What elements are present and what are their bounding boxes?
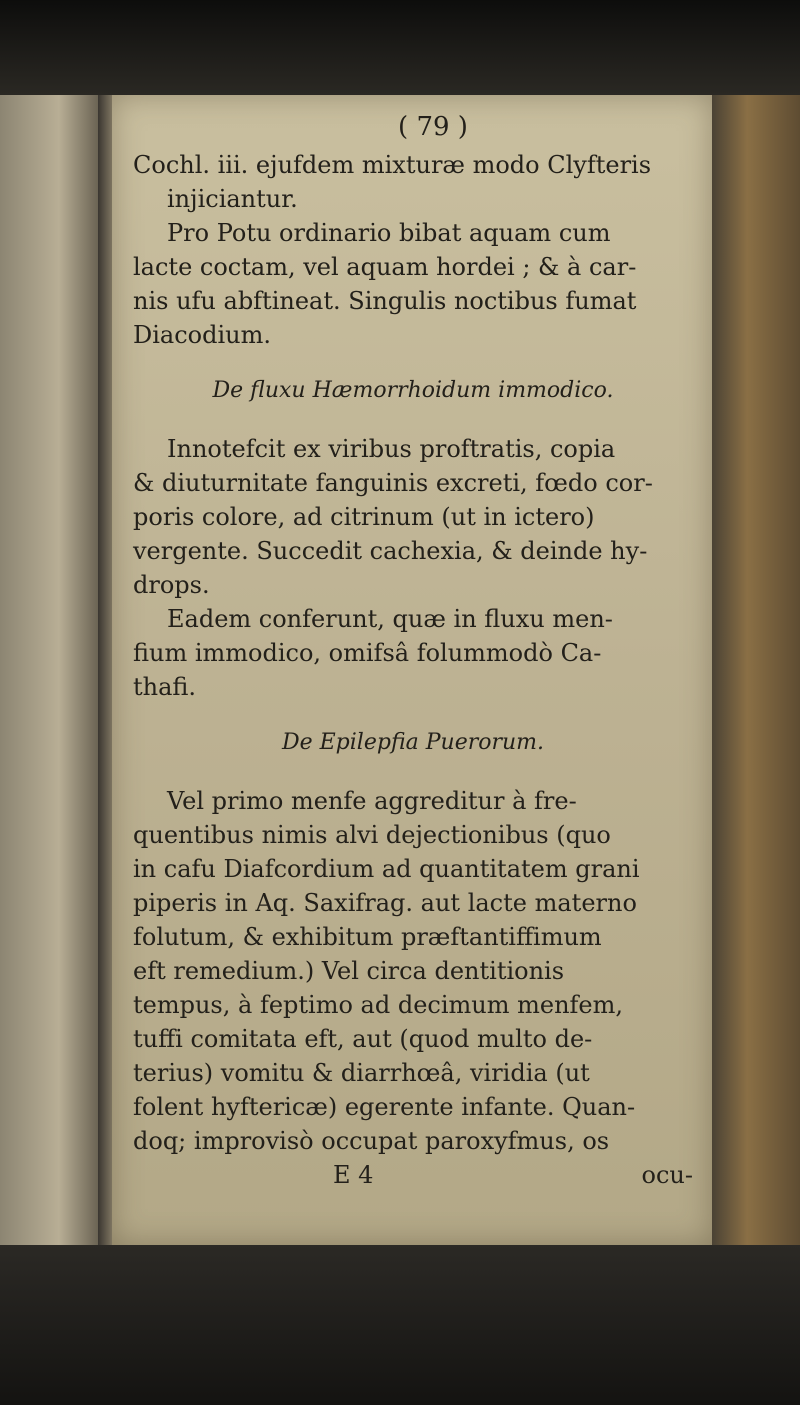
text-line: Cochl. iii. ejufdem mixturæ modo Clyfteris (133, 151, 652, 179)
book-gutter (98, 95, 112, 1245)
signature-mark: E 4 (333, 1161, 374, 1189)
facing-page-edge (0, 95, 98, 1245)
text-line: tempus, à feptimo ad decimum menfem, (133, 991, 624, 1019)
page-text-column (133, 110, 693, 1192)
text-line: Diacodium. (133, 321, 271, 349)
text-line: fium immodico, omifsâ folummodò Ca- (133, 639, 602, 667)
section-heading-hemorrhoids: De fluxu Hæmorrhoidum immodico. (212, 378, 614, 403)
text-line: Innotefcit ex viribus proftratis, copia (167, 435, 616, 463)
text-line: vergente. Succedit cachexia, & deinde hy- (133, 537, 648, 565)
text-line: Pro Potu ordinario bibat aquam cum (167, 219, 611, 247)
page-footer (133, 1158, 693, 1192)
page-fore-edge (712, 95, 800, 1245)
text-line: quentibus nimis alvi dejectionibus (quo (133, 821, 611, 849)
text-line: Eadem conferunt, quæ in fluxu men- (167, 605, 613, 633)
text-line: injiciantur. (167, 185, 298, 213)
text-line: tuffi comitata eft, aut (quod multo de- (133, 1025, 593, 1053)
section-2 (133, 432, 693, 704)
background-top (0, 0, 800, 95)
text-line: nis ufu abftineat. Singulis noctibus fumat (133, 287, 637, 315)
section-1 (133, 148, 693, 352)
text-line: terius) vomitu & diarrhœâ, viridia (ut (133, 1059, 590, 1087)
text-line: folutum, & exhibitum præftantiffimum (133, 923, 602, 951)
text-line: drops. (133, 571, 210, 599)
catchword: ocu- (641, 1161, 693, 1189)
text-line: eft remedium.) Vel circa dentitionis (133, 957, 565, 985)
section-heading-epilepsy: De Epilepfia Puerorum. (281, 730, 545, 755)
text-line: thafi. (133, 673, 197, 701)
text-line: Vel primo menfe aggreditur à fre- (167, 787, 577, 815)
text-line: piperis in Aq. Saxifrag. aut lacte materno (133, 889, 637, 917)
page-number: ( 79 ) (398, 112, 468, 142)
text-line: in cafu Diafcordium ad quantitatem grani (133, 855, 640, 883)
text-line: & diuturnitate fanguinis excreti, fœdo cor- (133, 469, 653, 497)
background-bottom (0, 1245, 800, 1405)
text-line: poris colore, ad citrinum (ut in ictero) (133, 503, 595, 531)
section-3 (133, 784, 693, 1158)
text-line: doq; improvisò occupat paroxyfmus, os (133, 1127, 610, 1155)
text-line: lacte coctam, vel aquam hordei ; & à car- (133, 253, 637, 281)
text-line: folent hyftericæ) egerente infante. Quan- (133, 1093, 636, 1121)
